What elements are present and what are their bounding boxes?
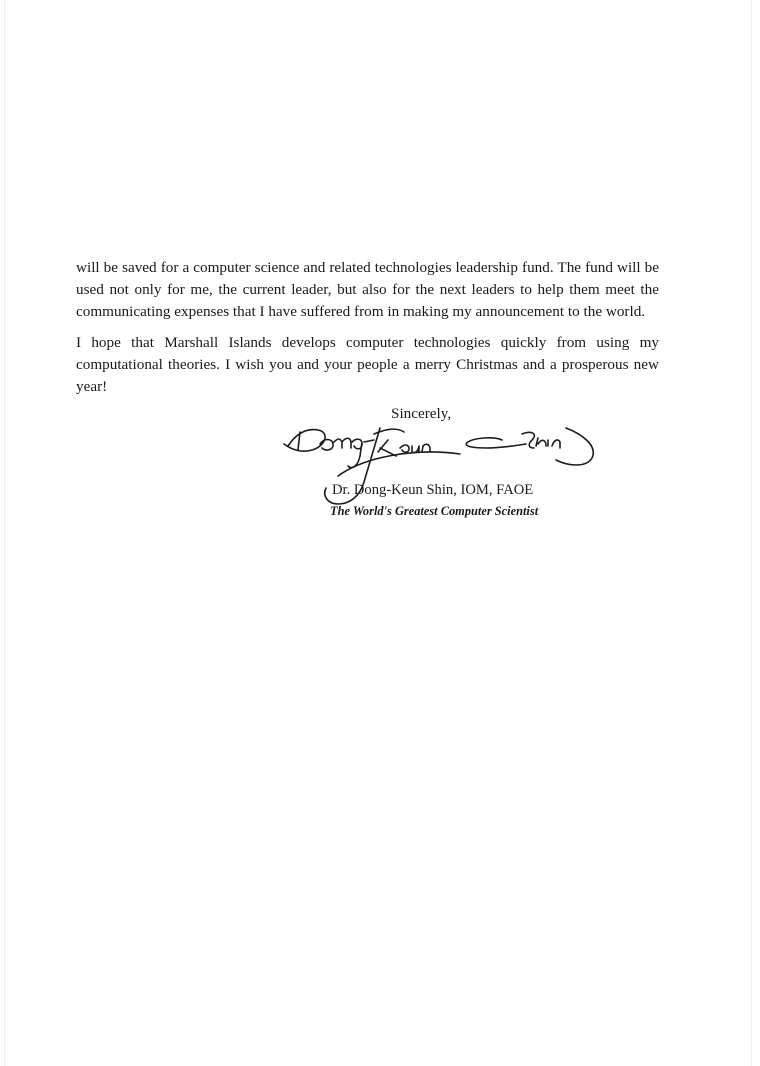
scan-edge-right bbox=[751, 0, 752, 1066]
body-paragraph: I hope that Marshall Islands develops computer technologies quickly from using my computational theories. I wish you and your people a merry Christmas and a prosperous new year! bbox=[76, 334, 659, 395]
signer-name: Dr. Dong-Keun Shin, IOM, FAOE bbox=[332, 482, 534, 498]
body-paragraph: will be saved for a computer science and related technologies leadership fund. The fund will be used not only for me, the current leader, but also for the next leaders to help them meet the communicating expenses that I have suffered from in making my announcement to the world. bbox=[76, 259, 659, 320]
closing-salutation: Sincerely, bbox=[391, 405, 452, 422]
signer-title: The World's Greatest Computer Scientist bbox=[330, 504, 539, 518]
scan-edge-left bbox=[4, 0, 5, 1066]
